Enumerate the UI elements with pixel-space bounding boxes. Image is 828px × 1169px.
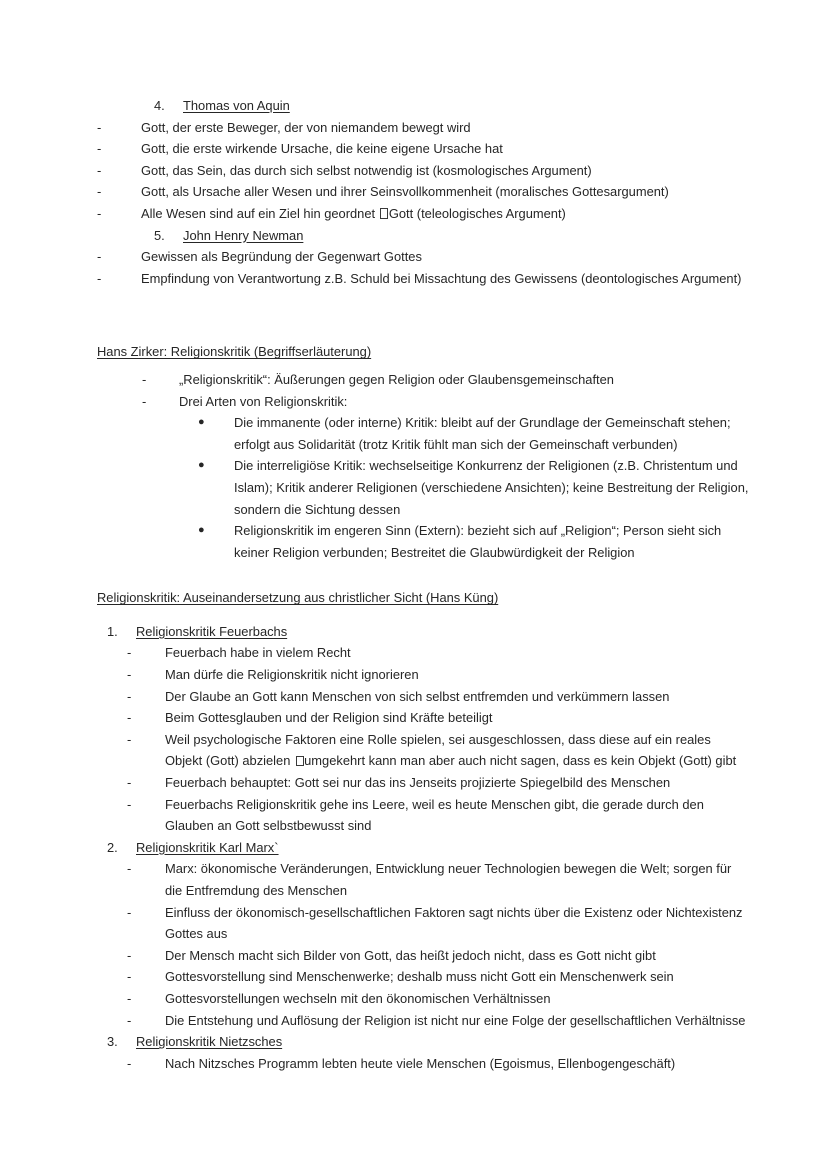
list-item-text: Die interreligiöse Kritik: wechselseitige Konkurrenz der Religionen (z.B. Christentum und Islam); Kritik anderer Religionen (verschiedene Ansichten); keine Bestreitung der Religion, sondern die Sichtung dessen [234,458,749,517]
dash-icon: - [97,270,102,286]
text-after-glyph: Gott (teleologisches Argument) [388,205,566,221]
list-item [97,966,750,988]
list-item [97,664,750,686]
dash-icon: - [142,393,147,409]
list-item-text: Der Glaube an Gott kann Menschen von sich selbst entfremden und verkümmern lassen [165,688,670,704]
dash-icon: - [97,141,102,157]
list-item [97,181,750,203]
list-item-text: Feuerbachs Religionskritik gehe ins Leere, weil es heute Menschen gibt, die gerade durch den Glauben an Gott selbstbewusst sind [165,796,704,834]
list-item-text [165,729,750,772]
dash-icon: - [127,1055,132,1071]
list-item [97,520,750,563]
text-after-glyph: umgekehrt kann man aber auch nicht sagen, dass es kein Objekt (Gott) gibt [304,753,737,769]
list-item-text: Einfluss der ökonomisch-gesellschaftlichen Faktoren sagt nichts über die Existenz oder Nichtexistenz Gottes aus [165,904,743,942]
list-item [97,246,750,268]
list-item-text: Der Mensch macht sich Bilder von Gott, das heißt jedoch nicht, dass es Gott nicht gibt [165,947,656,963]
heading-underline: Religionskritik Feuerbachs [136,623,288,639]
list-item [97,686,750,708]
bullet-dot-icon: ● [198,459,205,472]
list-number: 1. [107,623,118,639]
list-item [97,642,750,664]
list-item [97,988,750,1010]
list-item [97,412,750,455]
list-item-text: Feuerbach behauptet: Gott sei nur das ins Jenseits projizierte Spiegelbild des Menschen [165,775,671,791]
dash-icon: - [127,796,132,812]
dash-icon: - [127,645,132,661]
bullet-dot-icon: ● [198,524,205,537]
heading-label [136,621,750,643]
list-item-text: Religionskritik im engeren Sinn (Extern): bezieht sich auf „Religion“; Person sieht sich keiner Religion verbunden; Bestreitet die Glaubwürdigkeit der Religion [234,523,722,560]
list-number: 5. [154,227,165,243]
list-item-text: Empfindung von Verantwortung z.B. Schuld bei Missachtung des Gewissens (deontologisches Argument) [141,270,742,286]
dash-icon: - [97,162,102,178]
missing-glyph-box [296,756,304,767]
document-body [97,95,750,1074]
section-heading-hans-zirker: Hans Zirker: Religionskritik (Begriffserläuterung) [97,344,372,360]
list-item [97,902,750,945]
list-item [97,794,750,837]
list-item-text: Gottesvorstellung sind Menschenwerke; deshalb muss nicht Gott ein Menschenwerk sein [165,969,674,985]
dash-icon: - [127,688,132,704]
list-item-text: Gewissen als Begründung der Gegenwart Gottes [141,249,422,265]
list-item-text: Die immanente (oder interne) Kritik: bleibt auf der Grundlage der Gemeinschaft stehen; erfolgt aus Solidarität (trotz Kritik fühlt man sich der Gemeinschaft verbunden) [234,415,731,452]
list-item [97,772,750,794]
list-item-text: „Religionskritik“: Äußerungen gegen Religion oder Glaubensgemeinschaften [179,371,614,387]
list-item-text [141,203,750,225]
heading-label [183,225,750,247]
heading-religionskritik-karl-marx [97,837,750,859]
dash-icon: - [127,1012,132,1028]
spacer [97,609,750,621]
list-item [97,203,750,225]
heading-religionskritik-feuerbachs [97,621,750,643]
list-item-text: Gott, das Sein, das durch sich selbst notwendig ist (kosmologisches Argument) [141,162,592,178]
list-item [97,729,750,772]
dash-icon: - [127,667,132,683]
dash-icon: - [127,969,132,985]
dash-icon: - [127,904,132,920]
list-item-text: Gott, als Ursache aller Wesen und ihrer Seinsvollkommenheit (moralisches Gottesargument) [141,184,669,200]
heading-underline: John Henry Newman [183,227,304,243]
dash-icon: - [127,861,132,877]
dash-icon: - [127,990,132,1006]
list-item [97,1010,750,1032]
heading-religionskritik-nietzsches [97,1031,750,1053]
text-before-glyph: Alle Wesen sind auf ein Ziel hin geordnet [141,205,379,221]
bullet-dot-icon: ● [198,416,205,429]
heading-underline: Religionskritik Karl Marx` [136,839,279,855]
list-item-text: Feuerbach habe in vielem Recht [165,645,351,661]
dash-icon: - [142,371,147,387]
list-item [97,117,750,139]
list-item-text: Gott, der erste Beweger, der von niemandem bewegt wird [141,119,471,135]
list-item [97,268,750,290]
dash-icon: - [127,731,132,747]
list-item [97,369,750,391]
spacer [97,289,750,341]
heading-label [183,95,750,117]
heading-label [136,837,750,859]
list-item [97,1053,750,1075]
list-number: 2. [107,839,118,855]
list-item-text: Gott, die erste wirkende Ursache, die keine eigene Ursache hat [141,141,503,157]
list-item [97,455,750,520]
dash-icon: - [97,249,102,265]
dash-icon: - [97,184,102,200]
list-number: 4. [154,98,165,113]
heading-john-henry-newman [97,225,750,247]
list-item-text: Man dürfe die Religionskritik nicht ignorieren [165,667,419,683]
heading-underline: Thomas von Aquin [183,98,290,113]
heading-label [136,1031,750,1053]
list-item [97,707,750,729]
heading-thomas-von-aquin [97,95,750,117]
dash-icon: - [127,775,132,791]
dash-icon: - [127,710,132,726]
missing-glyph-box [380,208,388,219]
dash-icon: - [97,119,102,135]
list-item [97,858,750,901]
list-item [97,391,750,413]
list-item [97,138,750,160]
heading-underline: Religionskritik Nietzsches [136,1034,283,1050]
list-item [97,160,750,182]
section-heading-hans-kueng: Religionskritik: Auseinandersetzung aus christlicher Sicht (Hans Küng) [97,590,499,606]
list-item-text: Nach Nitzsches Programm lebten heute viele Menschen (Egoismus, Ellenbogengeschäft) [165,1055,676,1071]
list-item-text: Die Entstehung und Auflösung der Religion ist nicht nur eine Folge der gesellschaftlichen Verhältnisse [165,1012,746,1028]
list-item-text: Gottesvorstellungen wechseln mit den ökonomischen Verhältnissen [165,990,551,1006]
text-before-glyph: Weil psychologische Faktoren eine Rolle spielen, sei ausgeschlossen, dass diese auf ein reales Objekt (Gott) abzielen [165,731,711,769]
list-number: 3. [107,1034,118,1050]
list-item-text: Marx: ökonomische Veränderungen, Entwicklung neuer Technologien bewegen die Welt; sorgen für die Entfremdung des Menschen [165,861,732,898]
list-item-text: Drei Arten von Religionskritik: [179,393,348,409]
list-item-text: Beim Gottesglauben und der Religion sind Kräfte beteiligt [165,710,493,726]
dash-icon: - [97,205,102,221]
dash-icon: - [127,947,132,963]
list-item [97,945,750,967]
spacer [97,563,750,587]
